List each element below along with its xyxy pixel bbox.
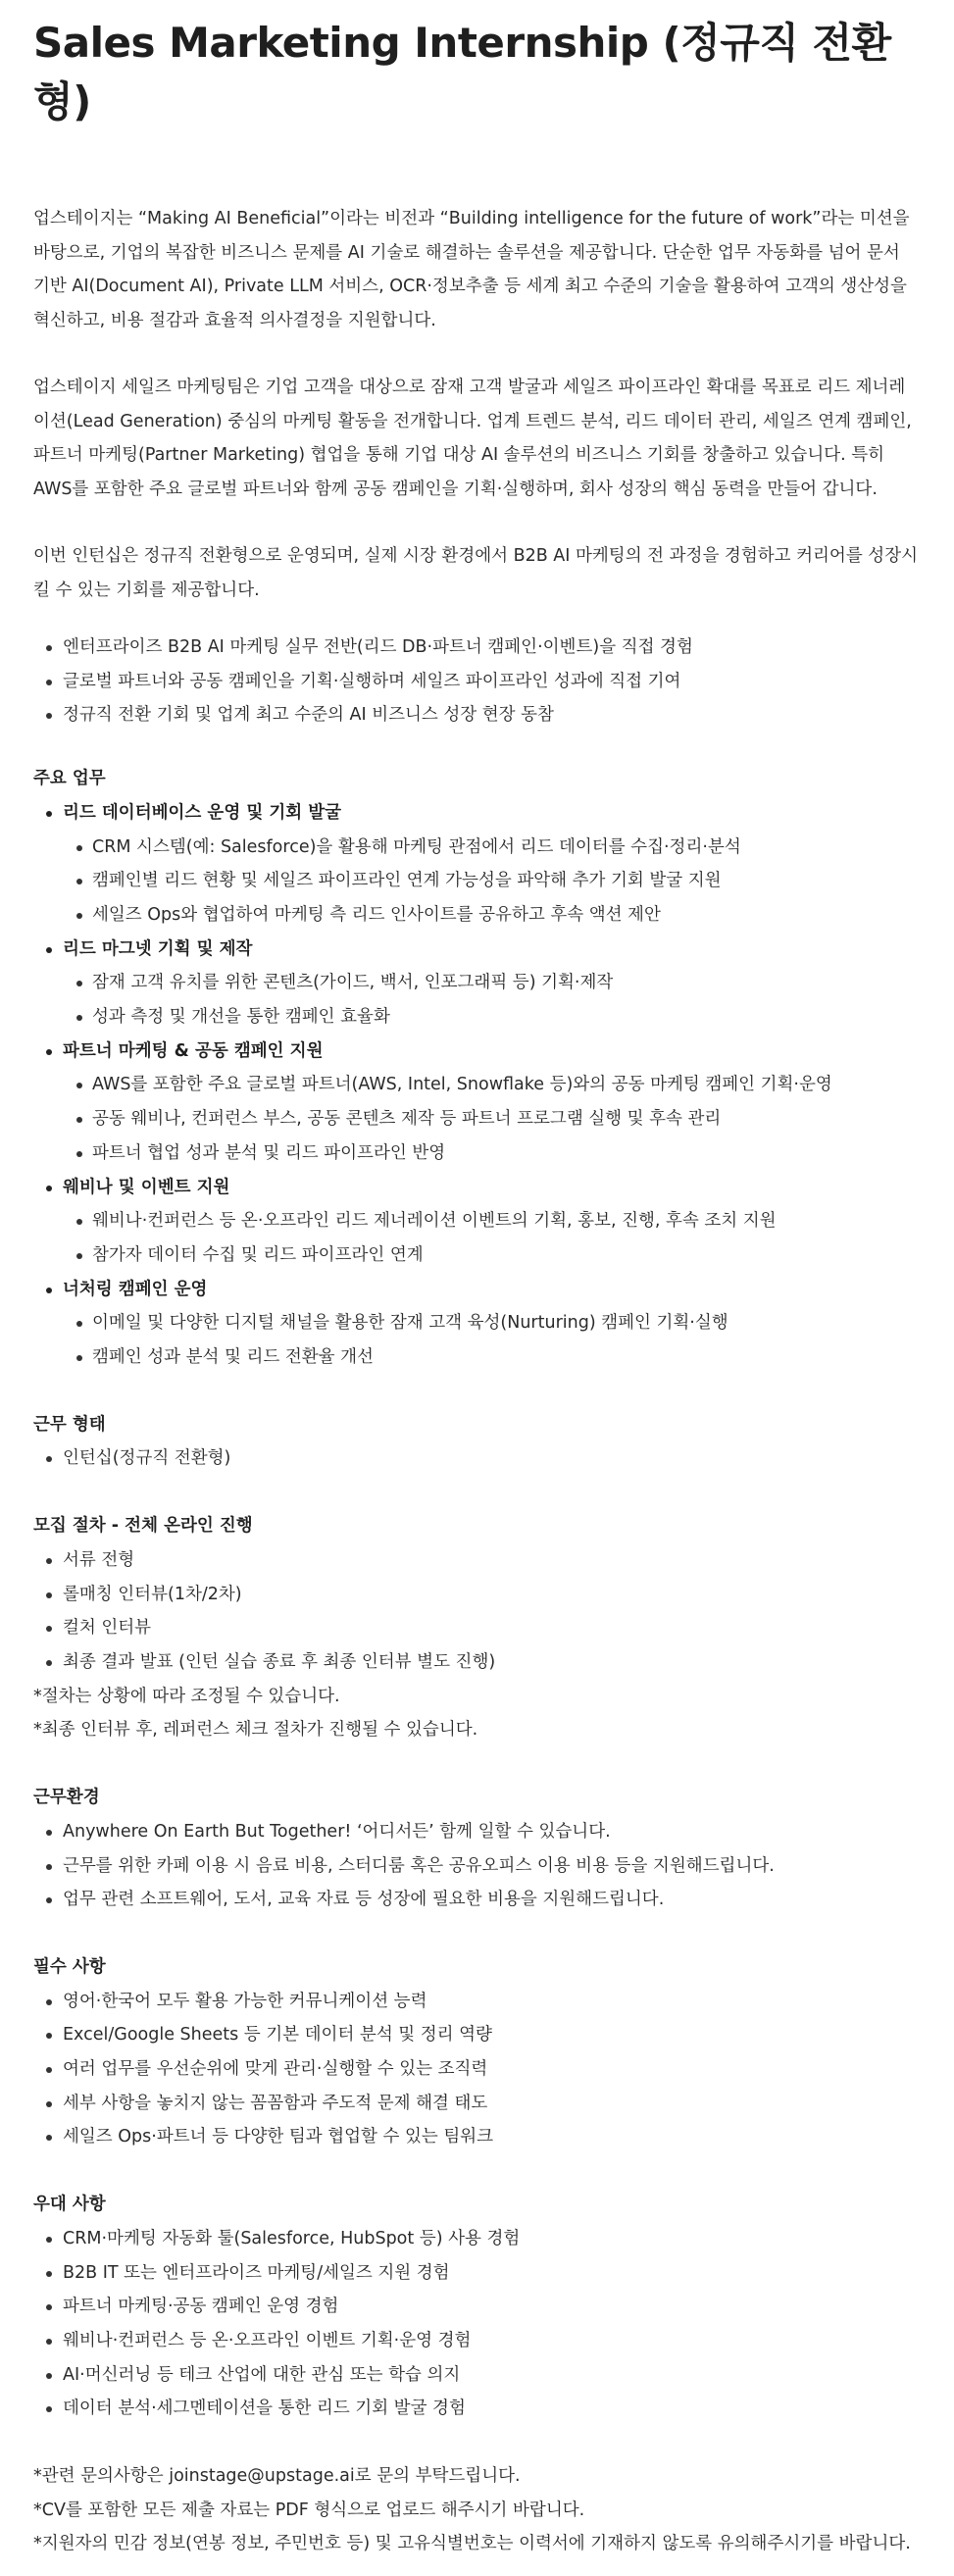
list-item: 영어·한국어 모두 활용 가능한 커뮤니케이션 능력	[33, 1985, 921, 2019]
intro-paragraph-2: 업스테이지 세일즈 마케팅팀은 기업 고객을 대상으로 잠재 고객 발굴과 세일즈 파이프라인 확대를 목표로 리드 제너레이션(Lead Generation) 중심의 마케팅 활동을 전개합니다. 업계 트렌드 분석, 리드 데이터 관리, 세일즈 연계 캠페인, 파트너 마케팅(Partner Marketing) 협업을 통해 기업 대상 AI 솔루션의 비즈니스 기회를 창출하고 있습니다. 특히 AWS를 포함한 주요 글로벌 파트너와 함께 공동 캠페인을 기획·실행하며, 회사 성장의 핵심 동력을 만들어 갑니다.	[33, 378, 912, 499]
list-item: B2B IT 또는 엔터프라이즈 마케팅/세일즈 지원 경험	[33, 2256, 921, 2291]
list-item: 공동 웨비나, 컨퍼런스 부스, 공동 콘텐츠 제작 등 파트너 프로그램 실행 및 후속 관리	[33, 1102, 921, 1136]
footer-note: *지원자의 민감 정보(연봉 정보, 주민번호 등) 및 고유식별번호는 이력서에 기재하지 않도록 유의해주시기를 바랍니다.	[33, 2534, 911, 2554]
section-title-process: 모집 절차 - 전체 온라인 진행	[33, 1516, 253, 1537]
footer-notes	[33, 2459, 921, 2561]
section-title-duties: 주요 업무	[33, 769, 106, 789]
preferred-list	[33, 2222, 921, 2426]
process-section	[33, 1509, 921, 1747]
list-item: 컬처 인터뷰	[33, 1611, 921, 1645]
duty-group-title: 리드 마그넷 기획 및 제작	[33, 933, 921, 967]
requirements-list	[33, 1985, 921, 2155]
list-item: 글로벌 파트너와 공동 캠페인을 기획·실행하며 세일즈 파이프라인 성과에 직접 기여	[33, 665, 921, 699]
footer-note: *CV를 포함한 모든 제출 자료는 PDF 형식으로 업로드 해주시기 바랍니다.	[33, 2500, 585, 2520]
work-type-list	[33, 1441, 921, 1476]
environment-section	[33, 1781, 921, 1917]
list-item: 웨비나·컨퍼런스 등 온·오프라인 리드 제너레이션 이벤트의 기획, 홍보, 진행, 후속 조치 지원	[33, 1204, 921, 1238]
preferred-section	[33, 2188, 921, 2426]
requirements-section	[33, 1950, 921, 2154]
list-item: CRM·마케팅 자동화 툴(Salesforce, HubSpot 등) 사용 경험	[33, 2222, 921, 2256]
list-item: 파트너 협업 성과 분석 및 리드 파이프라인 반영	[33, 1136, 921, 1171]
duty-group-title: 너처링 캠페인 운영	[33, 1273, 921, 1307]
list-item: 여러 업무를 우선순위에 맞게 관리·실행할 수 있는 조직력	[33, 2052, 921, 2087]
page-title: Sales Marketing Internship (정규직 전환형)	[33, 19, 891, 126]
list-item: 잠재 고객 유치를 위한 콘텐츠(가이드, 백서, 인포그래픽 등) 기획·제작	[33, 966, 921, 1000]
list-item: 서류 전형	[33, 1543, 921, 1578]
environment-list	[33, 1815, 921, 1917]
duties-section	[33, 762, 921, 1375]
list-item: 웨비나·컨퍼런스 등 온·오프라인 이벤트 기획·운영 경험	[33, 2324, 921, 2358]
list-item: Excel/Google Sheets 등 기본 데이터 분석 및 정리 역량	[33, 2018, 921, 2052]
list-item: 데이터 분석·세그멘테이션을 통한 리드 기회 발굴 경험	[33, 2392, 921, 2426]
list-item: 롤매칭 인터뷰(1차/2차)	[33, 1578, 921, 1612]
footer-note: *관련 문의사항은 joinstage@upstage.ai로 문의 부탁드립니다.	[33, 2466, 521, 2487]
list-item: 이메일 및 다양한 디지털 채널을 활용한 잠재 고객 육성(Nurturing) 캠페인 기획·실행	[33, 1306, 921, 1340]
list-item: 근무를 위한 카페 이용 시 음료 비용, 스터디룸 혹은 공유오피스 이용 비용 등을 지원해드립니다.	[33, 1849, 921, 1884]
duty-group-list	[33, 966, 921, 1034]
process-list	[33, 1543, 921, 1680]
list-item: 정규직 전환 기회 및 업계 최고 수준의 AI 비즈니스 성장 현장 동참	[33, 698, 921, 732]
list-item: 인턴십(정규직 전환형)	[33, 1441, 921, 1476]
list-item: 세일즈 Ops와 협업하여 마케팅 측 리드 인사이트를 공유하고 후속 액션 제안	[33, 898, 921, 933]
section-title-work-type: 근무 형태	[33, 1414, 106, 1435]
process-note: *절차는 상황에 따라 조정될 수 있습니다.	[33, 1686, 340, 1706]
intro-paragraph-1: 업스테이지는 “Making AI Beneficial”이라는 비전과 “Building intelligence for the future of work”라는 미션을 바탕으로, 기업의 복잡한 비즈니스 문제를 AI 기술로 해결하는 솔루션을 제공합니다. 단순한 업무 자동화를 넘어 문서 기반 AI(Document AI), Private LLM 서비스, OCR·정보추출 등 세계 최고 수준의 기술을 활용하여 고객의 생산성을 혁신하고, 비용 절감과 효율적 의사결정을 지원합니다.	[33, 209, 910, 330]
section-title-preferred: 우대 사항	[33, 2195, 106, 2215]
list-item: 성과 측정 및 개선을 통한 캠페인 효율화	[33, 1000, 921, 1035]
list-item: 엔터프라이즈 B2B AI 마케팅 실무 전반(리드 DB·파트너 캠페인·이벤트)을 직접 경험	[33, 631, 921, 665]
list-item: 세일즈 Ops·파트너 등 다양한 팀과 협업할 수 있는 팀워크	[33, 2120, 921, 2154]
list-item: 업무 관련 소프트웨어, 도서, 교육 자료 등 성장에 필요한 비용을 지원해드립니다.	[33, 1883, 921, 1917]
list-item: 최종 결과 발표 (인턴 실습 종료 후 최종 인터뷰 별도 진행)	[33, 1645, 921, 1680]
duty-group-list	[33, 1204, 921, 1272]
section-title-environment: 근무환경	[33, 1788, 100, 1808]
list-item: Anywhere On Earth But Together! ‘어디서든’ 함께 일할 수 있습니다.	[33, 1815, 921, 1849]
highlights-list	[33, 631, 921, 732]
list-item: 파트너 마케팅·공동 캠페인 운영 경험	[33, 2290, 921, 2324]
list-item: 캠페인 성과 분석 및 리드 전환율 개선	[33, 1340, 921, 1375]
intro-paragraph-3: 이번 인턴십은 정규직 전환형으로 운영되며, 실제 시장 환경에서 B2B AI 마케팅의 전 과정을 경험하고 커리어를 성장시킬 수 있는 기회를 제공합니다.	[33, 546, 919, 600]
duty-group-list	[33, 831, 921, 933]
duty-group-title: 웨비나 및 이벤트 지원	[33, 1171, 921, 1205]
list-item: CRM 시스템(예: Salesforce)을 활용해 마케팅 관점에서 리드 데이터를 수집·정리·분석	[33, 831, 921, 865]
list-item: AWS를 포함한 주요 글로벌 파트너(AWS, Intel, Snowflake 등)와의 공동 마케팅 캠페인 기획·운영	[33, 1068, 921, 1102]
duty-group-title: 리드 데이터베이스 운영 및 기회 발굴	[33, 796, 921, 831]
duty-group-title: 파트너 마케팅 & 공동 캠페인 지원	[33, 1035, 921, 1069]
duty-group-list	[33, 1306, 921, 1374]
list-item: 세부 사항을 놓치지 않는 꼼꼼함과 주도적 문제 해결 태도	[33, 2087, 921, 2121]
work-type-section	[33, 1408, 921, 1476]
list-item: 캠페인별 리드 현황 및 세일즈 파이프라인 연계 가능성을 파악해 추가 기회 발굴 지원	[33, 864, 921, 898]
section-title-requirements: 필수 사항	[33, 1956, 106, 1977]
process-note: *최종 인터뷰 후, 레퍼런스 체크 절차가 진행될 수 있습니다.	[33, 1720, 478, 1741]
duty-group-list	[33, 1068, 921, 1170]
list-item: 참가자 데이터 수집 및 리드 파이프라인 연계	[33, 1238, 921, 1273]
list-item: AI·머신러닝 등 테크 산업에 대한 관심 또는 학습 의지	[33, 2358, 921, 2393]
